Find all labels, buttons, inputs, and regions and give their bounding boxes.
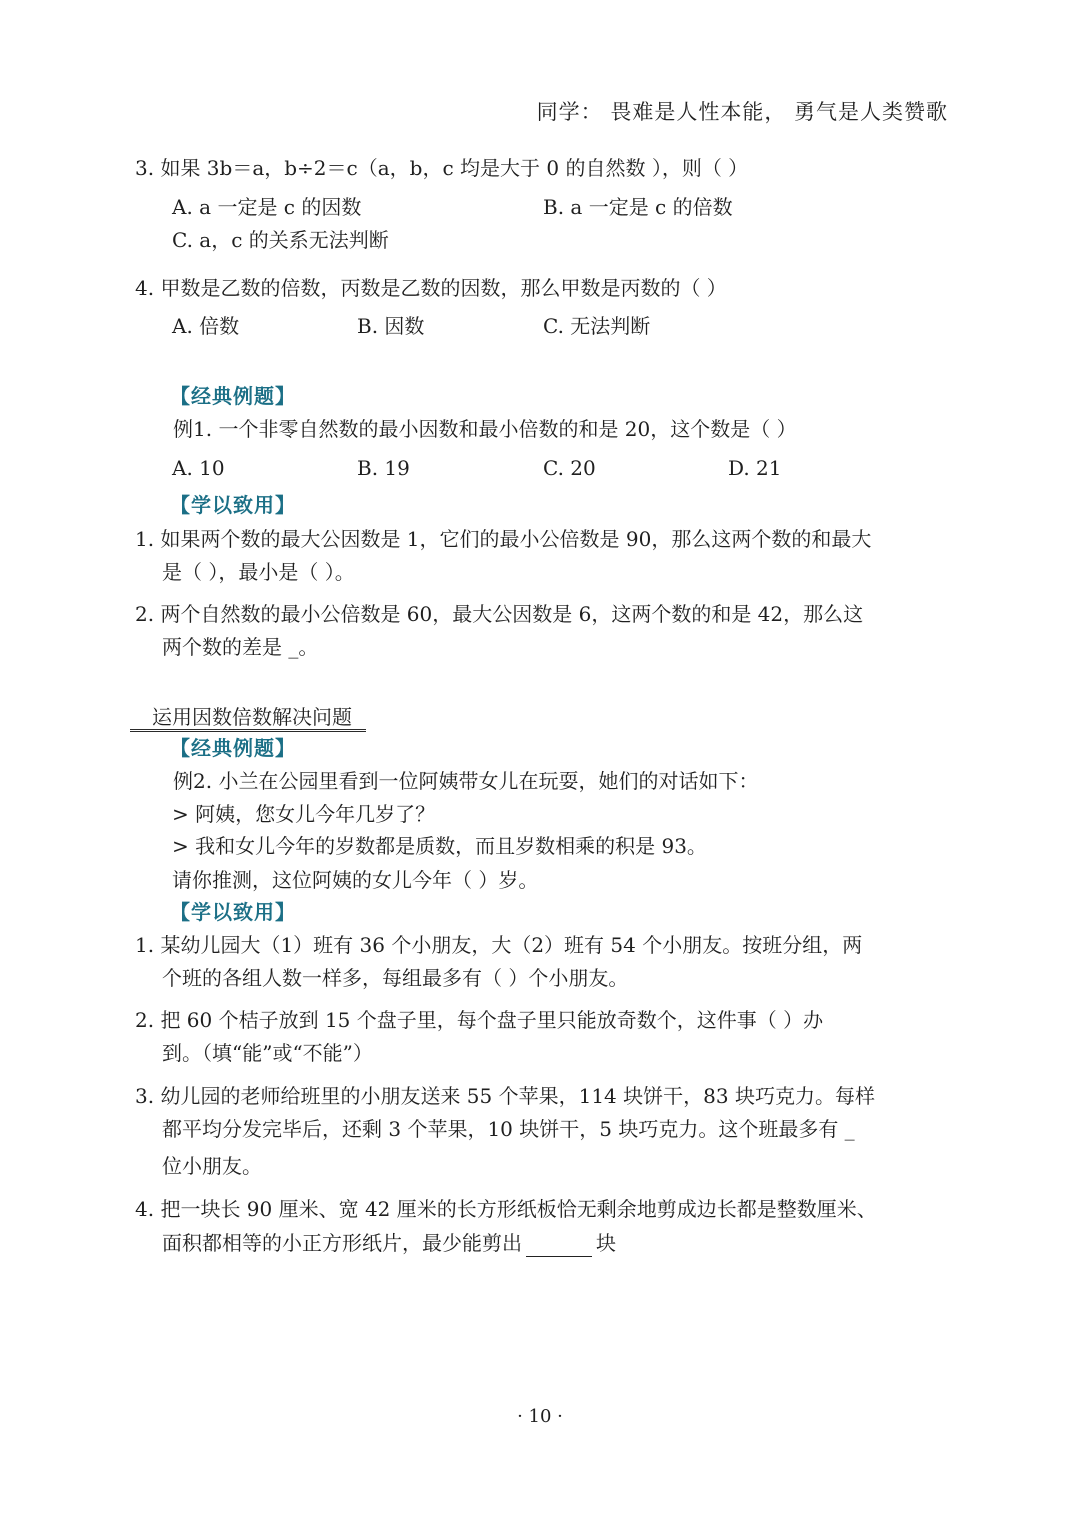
apply-2-question-1-line-2: 个班的各组人数一样多，每组最多有（ ）个小朋友。 [162, 966, 629, 990]
apply-1-question-2-line-2: 两个数的差是 _。 [162, 635, 319, 659]
classic-example-heading-2: 【经典例题】 [170, 736, 296, 760]
apply-2-question-3-line-1: 3. 幼儿园的老师给班里的小朋友送来 55 个苹果，114 块饼干，83 块巧克力。每样 [135, 1084, 875, 1108]
question-4-option-b: B. 因数 [357, 314, 425, 338]
apply-1-question-1-line-2: 是（ ），最小是（ ）。 [162, 560, 355, 584]
example-2-dialog-1: > 阿姨，您女儿今年几岁了？ [172, 802, 436, 826]
page-number: · 10 · [517, 1406, 563, 1427]
example-1-stem: 例1. 一个非零自然数的最小因数和最小倍数的和是 20，这个数是（ ） [173, 417, 797, 441]
question-3-option-b: B. a 一定是 c 的倍数 [543, 195, 733, 219]
classic-example-heading: 【经典例题】 [170, 384, 296, 408]
example-1-option-b: B. 19 [357, 456, 410, 480]
apply-2-question-4-text: 面积都相等的小正方形纸片，最少能剪出 [162, 1231, 522, 1255]
apply-2-question-1-line-1: 1. 某幼儿园大（1）班有 36 个小朋友，大（2）班有 54 个小朋友。按班分组，两 [135, 933, 863, 957]
apply-2-question-3-line-3: 位小朋友。 [162, 1154, 262, 1178]
header-motto: 同学： 畏难是人性本能， 勇气是人类赞歌 [536, 100, 948, 124]
apply-heading: 【学以致用】 [170, 493, 296, 517]
question-4-stem: 4. 甲数是乙数的倍数，丙数是乙数的因数，那么甲数是丙数的（ ） [135, 276, 727, 300]
answer-blank[interactable] [526, 1236, 592, 1257]
apply-heading-2: 【学以致用】 [170, 900, 296, 924]
apply-2-question-4-unit: 块 [596, 1231, 616, 1255]
example-1-option-d: D. 21 [728, 456, 782, 480]
example-1-option-c: C. 20 [543, 456, 596, 480]
example-2-ask: 请你推测，这位阿姨的女儿今年（ ）岁。 [172, 868, 539, 892]
apply-2-question-4-line-2 [162, 1229, 616, 1257]
apply-2-question-4-line-1: 4. 把一块长 90 厘米、宽 42 厘米的长方形纸板恰无剩余地剪成边长都是整数厘米、 [135, 1197, 877, 1221]
question-4-option-c: C. 无法判断 [543, 314, 651, 338]
apply-2-question-2-line-2: 到。（填“能”或“不能”） [162, 1041, 373, 1065]
example-1-option-a: A. 10 [172, 456, 225, 480]
apply-2-question-3-line-2: 都平均分发完毕后，还剩 3 个苹果，10 块饼干，5 块巧克力。这个班最多有 _ [162, 1117, 855, 1141]
apply-1-question-1-line-1: 1. 如果两个数的最大公因数是 1，它们的最小公倍数是 90，那么这两个数的和最大 [135, 527, 872, 551]
question-3-stem: 3. 如果 3b＝a，b÷2＝c（a，b，c 均是大于 0 的自然数 ），则（ ） [135, 156, 749, 180]
question-3-option-a: A. a 一定是 c 的因数 [172, 195, 362, 219]
question-3-option-c: C. a，c 的关系无法判断 [172, 228, 389, 252]
example-2-dialog-2: > 我和女儿今年的岁数都是质数，而且岁数相乘的积是 93。 [172, 834, 707, 858]
section-title-text: 运用因数倍数解决问题 [152, 705, 352, 729]
example-2-stem: 例2. 小兰在公园里看到一位阿姨带女儿在玩耍，她们的对话如下： [173, 769, 759, 793]
apply-1-question-2-line-1: 2. 两个自然数的最小公倍数是 60，最大公因数是 6，这两个数的和是 42，那么这 [135, 602, 864, 626]
apply-2-question-2-line-1: 2. 把 60 个桔子放到 15 个盘子里，每个盘子里只能放奇数个，这件事（ ）办 [135, 1008, 824, 1032]
section-title [130, 703, 366, 732]
question-4-option-a: A. 倍数 [172, 314, 240, 338]
